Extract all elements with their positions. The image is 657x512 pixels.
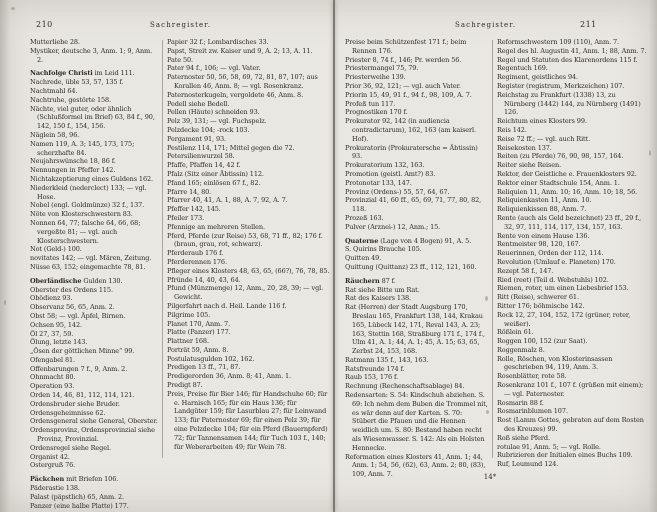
index-entry: Rosmarin 88 f. xyxy=(497,398,544,407)
index-entry: Register (registrum, Merkzeichen) 107. xyxy=(497,81,625,90)
index-entry: Ohnmacht 80. xyxy=(30,373,76,382)
index-entry: Ried (reet) (Teil d. Webstuhls) 102. xyxy=(497,275,609,284)
index-entry: Pelz 39, 131; — vgl. Fuchspelz. xyxy=(167,117,267,126)
index-entry: Nachfolge Christi im Leid 111. xyxy=(30,69,135,78)
index-entry: Namen 119, A. 3; 145, 173, 175; scherzhafte 84. xyxy=(30,139,135,157)
index-entry: Reliquien 11, Anm. 10; 16, Anm. 10; 18, 56. xyxy=(497,187,638,196)
right-page-column-1 xyxy=(345,38,488,478)
index-entry: Orden 14, 46, 81, 112, 114, 121. xyxy=(30,391,135,400)
index-entry: Prior 36, 92, 121; — vgl. auch Vater. xyxy=(345,81,461,90)
index-entry: Niederkleid (nederclect) 133; — vgl. Hose. xyxy=(30,183,147,201)
index-entry: Reise 72 ff.; — vgl. auch Ritt. xyxy=(497,134,591,143)
index-entry: Rolle, Röschen, von Klosterinsassen geschrieben 94, 119, Anm. 3. xyxy=(497,354,613,372)
index-entry: Prognostiken 170 f. xyxy=(345,108,408,117)
index-entry: Preise beim Schützenfest 171 f.; beim Rennen 176. xyxy=(345,38,467,55)
index-entry: Prokuratorin (Prokuratersche = Äbtissin) 93. xyxy=(345,143,478,161)
index-entry: Pilgrime 105. xyxy=(167,310,211,319)
index-entry: Näglein 58, 96. xyxy=(30,130,80,139)
index-entry: Mutterliebe 28. xyxy=(30,38,80,46)
index-entry: Reisekosten 137. xyxy=(497,143,552,152)
index-entry: Rente von einem Hause 136. xyxy=(497,231,590,240)
index-entry: Reformation eines Klosters 41, Anm. 1; 44, Anm. 1; 54, 56, (62), 63, Anm. 2; 80, (83), 109, Anm. 7. xyxy=(345,452,486,479)
index-entry: Roggen 100, 152 (zur Saat). xyxy=(497,337,588,346)
index-entry: Priorin 15, 49, 91 f., 94 f., 98, 109, A. 7. xyxy=(345,90,472,99)
index-entry: Predigerorden 36, Anm. 8; 41, Anm. 1. xyxy=(167,372,292,381)
index-entry: Oberländische Gulden 130. xyxy=(30,276,123,285)
index-entry: Profeß tun 117. xyxy=(345,99,396,108)
right-running-title: Sachregister. xyxy=(455,21,517,29)
index-entry: Platte (Panzer) 177. xyxy=(167,328,231,337)
index-entry: Nüsse 63, 152; eingemachte 78, 81. xyxy=(30,262,146,271)
index-entry: Pater 94 f., 106; — vgl. Vater. xyxy=(167,64,261,73)
scan-speck xyxy=(486,410,489,414)
index-entry: Pulver (Arznei-) 12, Anm.; 15. xyxy=(345,222,441,231)
book-spine-line xyxy=(333,0,335,512)
index-entry: Rechnung (Rechenschaftsablage) 84. xyxy=(345,382,465,391)
index-entry: Prokuratorium 132, 163. xyxy=(345,161,425,170)
index-entry: Quaterne (Lage von 4 Bogen) 91, A. 5. xyxy=(345,236,472,245)
index-entry: Priester 8, 74 f., 146; Pr. werden 56. xyxy=(345,55,462,64)
index-entry: Pferderaub 176 f. xyxy=(167,249,224,258)
index-entry: Rosenblätter, rote 58. xyxy=(497,372,567,381)
index-entry: Ofengabel 81. xyxy=(30,355,75,364)
scan-speck xyxy=(649,150,651,156)
index-entry: Pelzdecke 104; -rock 103. xyxy=(167,125,250,134)
index-entry: Reiter siehe Reisen. xyxy=(497,161,562,170)
index-entry: Pfleger eines Klosters 48, 63, 65, (66?), 76, 78, 85. xyxy=(167,266,330,275)
index-entry: Pfründe 14, 40, 43, 64. xyxy=(167,275,241,284)
index-entry: Palast (päpstlich) 65, Anm. 2. xyxy=(30,492,124,501)
index-entry: Pate 50. xyxy=(167,55,194,64)
index-entry: Priesterweihe 139. xyxy=(345,73,406,82)
index-entry: Rektor einer Stadtschule 154, Anm. 1. xyxy=(497,178,620,187)
index-entry: Nächte, viel guter, oder ähnlich (Schlußformel im Brief) 63, 84 f., 90, 142, 150 f., 154, 156. xyxy=(30,104,155,131)
index-entry: Obödienz 93. xyxy=(30,294,73,303)
index-entry: Paternosterkugeln, vergoldete 46, Anm. 8. xyxy=(167,90,304,99)
left-running-title: Sachregister. xyxy=(150,21,212,29)
index-entry: Ordensprovinz, Ordensprovinzial siehe Provinz, Provinzial. xyxy=(30,426,155,444)
index-entry: Obst 58; — vgl. Äpfel, Birnen. xyxy=(30,311,126,320)
index-entry: Pfund (Münzmenge) 12, Anm., 20, 28, 39; — vgl. Gewicht. xyxy=(167,284,324,302)
index-entry: Pfand 165; einlösen 67 f., 82. xyxy=(167,178,261,187)
index-entry: Promotion (geistl. Amt?) 83. xyxy=(345,169,436,178)
index-entry: Regel und Statuten des Klarenordens 115 f. xyxy=(497,55,638,64)
index-entry: Ratmann 135 f., 143, 163. xyxy=(345,355,429,364)
index-entry: Ordensgeheimnisse 62. xyxy=(30,408,106,417)
index-entry: Nobel (engl. Goldmünze) 32 f., 137. xyxy=(30,201,145,210)
left-page-column-1 xyxy=(30,38,159,510)
index-entry: Rat (Herren) der Stadt Augsburg 170, Breslau 165, Frankfurt 138, 144, Krakau 165, Lübeck 142, 171, Reval 143, A. 23; 163, Stettin 168, Straßburg 171 f., 174 f., Ulm 41, A. 1; 44, A. 1; 45, A. 15; 63, 65, Zerbst 24, 153, 168. xyxy=(345,303,485,356)
index-entry: Nachtmahl 64. xyxy=(30,86,78,95)
index-entry: Ordensregel siehe Regel. xyxy=(30,443,111,452)
right-page-number: 211 xyxy=(580,20,597,29)
index-entry: Redensarten: S. 54: Kindschuh abziehen. S. 69: Ich nehm dem Buben die Trommel nit, es wär denn auf der Karten. S. 70: Stübert die Pfauen und die Hennen weidlich um. S. 80: Bestand haben recht als Wiesenwasser. S. 142: Als ein Holsten Hennecke. xyxy=(345,391,488,452)
index-entry: Rock 12, 27, 104, 152, 172 (grüner, roter, weißer). xyxy=(497,310,631,328)
index-entry: Päderastie 138. xyxy=(30,484,80,493)
index-entry: Pestilenz 114, 171; Mittel gegen die 72. xyxy=(167,143,295,152)
index-entry: Quittung (Quittanz) 23 ff., 112, 121, 160. xyxy=(345,262,477,271)
index-entry: Reliquienkasten 11, Anm. 10. xyxy=(497,196,592,205)
index-entry: Päckchen mit Briefen 106. xyxy=(30,475,119,484)
index-entry: Predigen 13 ff., 71, 87. xyxy=(167,363,241,372)
index-entry: Neujahrswünsche 18, 86 f. xyxy=(30,157,116,166)
index-entry: Rosmarinblumen 107. xyxy=(497,407,568,416)
index-entry: Reuerinnen, Orden der 112, 114. xyxy=(497,249,604,258)
index-entry: Roggenmalz 8. xyxy=(497,345,545,354)
index-entry: Rentmeister 98, 120, 167. xyxy=(497,240,581,249)
index-entry: Roß siehe Pferd. xyxy=(497,433,550,442)
index-entry: Plattner 168. xyxy=(167,337,209,346)
index-entry: Paternoster 50, 56, 58, 69, 72, 81, 87, 107; aus Korallen 46, Anm. 8; — vgl. Rosenkranz. xyxy=(167,73,318,90)
index-entry: S. Quirins Brauche 105. xyxy=(345,245,422,254)
index-entry: Porträt 59, Anm. 8. xyxy=(167,345,229,354)
index-entry: Regiment, geistliches 94. xyxy=(497,73,579,82)
index-entry: Rente (auch als Geld bezeichnet) 23 ff., 29 f., 32, 97, 111, 114, 117, 134, 157, 163. xyxy=(497,213,642,231)
index-entry: Pedell siehe Bedell. xyxy=(167,99,230,108)
index-entry: Revolution (Umlauf e. Planeten) 170. xyxy=(497,257,616,266)
signature-mark: 14* xyxy=(483,473,497,481)
index-entry: Ölung, letzte 143. xyxy=(30,338,88,347)
index-entry: Organist 42. xyxy=(30,452,70,461)
index-entry: Rubrizieren der Initialen eines Buchs 109. xyxy=(497,451,633,460)
index-entry: Papst, Streit zw. Kaiser und 9, A. 2; 13, A. 11. xyxy=(167,46,313,55)
index-entry: Observanz 56, 65, Anm. 2. xyxy=(30,303,115,312)
index-entry: Räuchern 87 f. xyxy=(345,276,396,285)
index-entry: Nöte von Klosterschwestern 83. xyxy=(30,210,133,219)
index-entry: rotulae 91, Anm. 5; — vgl. Rolle. xyxy=(497,442,601,451)
index-entry: Nichtakzeptierung eines Guldens 162. xyxy=(30,174,153,183)
index-entry: Quitten 49. xyxy=(345,254,382,263)
index-entry: Ordensgeneral siehe General, Oberster. xyxy=(30,417,158,426)
index-entry: Riemen, roter, um einen Liebesbrief 153. xyxy=(497,284,629,293)
index-entry: Pellen (Häute) schneiden 93. xyxy=(167,108,260,117)
index-entry: Ratsfreunde 174 f. xyxy=(345,364,405,373)
scan-speck xyxy=(4,300,6,305)
index-entry: Ordensbruder siehe Bruder. xyxy=(30,399,120,408)
index-entry: Nonnen 64, 77; falsche 64, 66, 68; vergeßte 81; — vgl. auch Klosterschwestern. xyxy=(30,218,141,245)
index-entry: Reliquienkissen 88, Anm. 7. xyxy=(497,205,587,214)
right-column-divider-rule xyxy=(492,40,493,458)
index-entry: Pferd, Pferde (zur Reise) 53, 68, 71 ff., 82; 176 f. (braun, grau, rot, schwarz). xyxy=(167,231,323,249)
index-entry: Regel des hl. Augustin 41, Anm. 1; 88, Anm. 7. xyxy=(497,46,647,55)
index-entry: Planet 170, Anm. 7. xyxy=(167,319,231,328)
index-entry: Reis 142. xyxy=(497,125,527,134)
index-entry: Preis, Preise für Bier 146; für Handschuhe 60; für e. Harnisch 165; für ein Haus 136; für Landgüter 159; für Lasurblau 27; für Leinwand 133; für Paternoster 69; für einen Pelz 39; für eine Pelzdecke 104; für ein Pferd (Bauernpferd) 72; für Tannensamen 144; für Tuch 103 f., 140; für Weberarbeiten 49; für Wein 78. xyxy=(167,389,328,451)
index-entry: Reiten (zu Pferde) 76, 90, 98, 157, 164. xyxy=(497,152,624,161)
index-entry: Pfarre 14, 80. xyxy=(167,187,212,196)
index-entry: Pilgerfahrt nach d. Heil. Lande 116 f. xyxy=(167,301,287,310)
index-entry: Not (Geld-) 100. xyxy=(30,245,82,254)
index-entry: Ruf, Leumund 124. xyxy=(497,460,559,469)
left-page-number: 210 xyxy=(36,20,53,29)
index-entry: Rat siehe Bitte um Rat. xyxy=(345,285,420,294)
index-entry: Ostergruß 76. xyxy=(30,461,76,470)
left-page-column-2 xyxy=(167,38,330,478)
index-entry: Regentuch 169. xyxy=(497,64,548,73)
index-entry: Nachtruhe, gestörte 158. xyxy=(30,95,112,104)
index-entry: Reformschwestern 109 (110), Anm. 7. xyxy=(497,38,620,46)
index-entry: Ritt (Reise), schwerer 61. xyxy=(497,293,579,302)
index-entry: Offenbarungen 7 f., 9, Anm. 2. xyxy=(30,364,128,373)
index-entry: Oberster des Ordens 115. xyxy=(30,285,113,294)
index-entry: Nachrede, üble 53, 57, 135 f. xyxy=(30,78,124,87)
index-entry: Raub 153, 176 f. xyxy=(345,373,398,382)
index-entry: Rost (Lamm Gottes, gebraten auf dem Rosten des Kreuzes) 99. xyxy=(497,416,644,434)
index-entry: Pfalz (Sitz einer Äbtissin) 112. xyxy=(167,169,264,178)
index-entry: Pfaffe, Pfaffen 14, 42 f. xyxy=(167,161,241,170)
index-entry: Rektor, der Geistliche e. Frauenklosters 92. xyxy=(497,169,637,178)
index-entry: Ritter 176; böhmische 142. xyxy=(497,301,585,310)
index-entry: Prokurator 92, 142 (in audiencia contradictarum), 162, 163 (am kaiserl. Hof). xyxy=(345,117,477,143)
index-entry: Predigt 87. xyxy=(167,381,203,390)
scan-speck xyxy=(485,296,488,301)
index-entry: Reichstag zu Frankfurt (1338) 13, zu Nürnberg (1442) 144, zu Nürnberg (1491) 126. xyxy=(497,90,641,117)
index-entry: Rosenkranz 101 f., 107 f. (grüßen mit einem); — vgl. Paternoster. xyxy=(497,381,644,398)
left-column-divider-rule xyxy=(162,40,163,458)
index-entry: Papier 32 f.; Lombardisches 33. xyxy=(167,38,269,46)
index-entry: Rößlein 61. xyxy=(497,328,534,337)
index-entry: Panzer (eine halbe Platte) 177. xyxy=(30,501,129,510)
scan-speck xyxy=(11,7,15,10)
index-entry: Öl 27, 37, 59. xyxy=(30,329,74,338)
index-entry: Nennungen in Pfeffer 142. xyxy=(30,166,116,175)
index-entry: Mystiker, deutsche 3, Anm. 1; 9, Anm. 2. xyxy=(30,46,153,64)
index-entry: Prozeß 163. xyxy=(345,213,384,222)
index-entry: Protonotar 133, 147. xyxy=(345,178,412,187)
index-entry: Provinz (Ordens-) 55, 57, 64, 67. xyxy=(345,187,450,196)
index-entry: Pfeiler 173. xyxy=(167,213,205,222)
index-entry: Provinzial 41, 60 ff., 65, 69, 71, 77, 80, 82, 118. xyxy=(345,196,482,214)
index-entry: Pergament 91, 93. xyxy=(167,134,226,143)
page-edge-shadow-left xyxy=(0,0,10,512)
index-entry: Ochsen 95, 142. xyxy=(30,320,82,329)
index-entry: Pfennige an mehreren Stellen. xyxy=(167,222,265,231)
index-entry: Rat des Kaisers 138. xyxy=(345,294,411,303)
index-entry: Petersilienwurzel 58. xyxy=(167,152,235,161)
index-entry: Operation 93. xyxy=(30,382,75,391)
index-entry: Pferderennen 176. xyxy=(167,257,227,266)
index-entry: novitates 142; — vgl. Mären, Zeitung. xyxy=(30,254,152,263)
index-entry: Pfeffer 142, 145. xyxy=(167,205,221,214)
index-entry: „Ösen der göttlichen Minne“ 99. xyxy=(30,347,135,356)
page-edge-shadow-right xyxy=(649,0,657,512)
index-entry: Rezept 58 f., 147. xyxy=(497,266,554,275)
index-entry: Postulatusgulden 102, 162. xyxy=(167,354,255,363)
index-entry: Reichtum eines Klosters 99. xyxy=(497,117,587,126)
index-entry: Priestermangel 75, 79. xyxy=(345,64,419,73)
right-page-column-2 xyxy=(497,38,648,478)
index-entry: Pfarrer 40, 41, A. 1, 88, A. 7, 92, A. 7. xyxy=(167,196,288,205)
